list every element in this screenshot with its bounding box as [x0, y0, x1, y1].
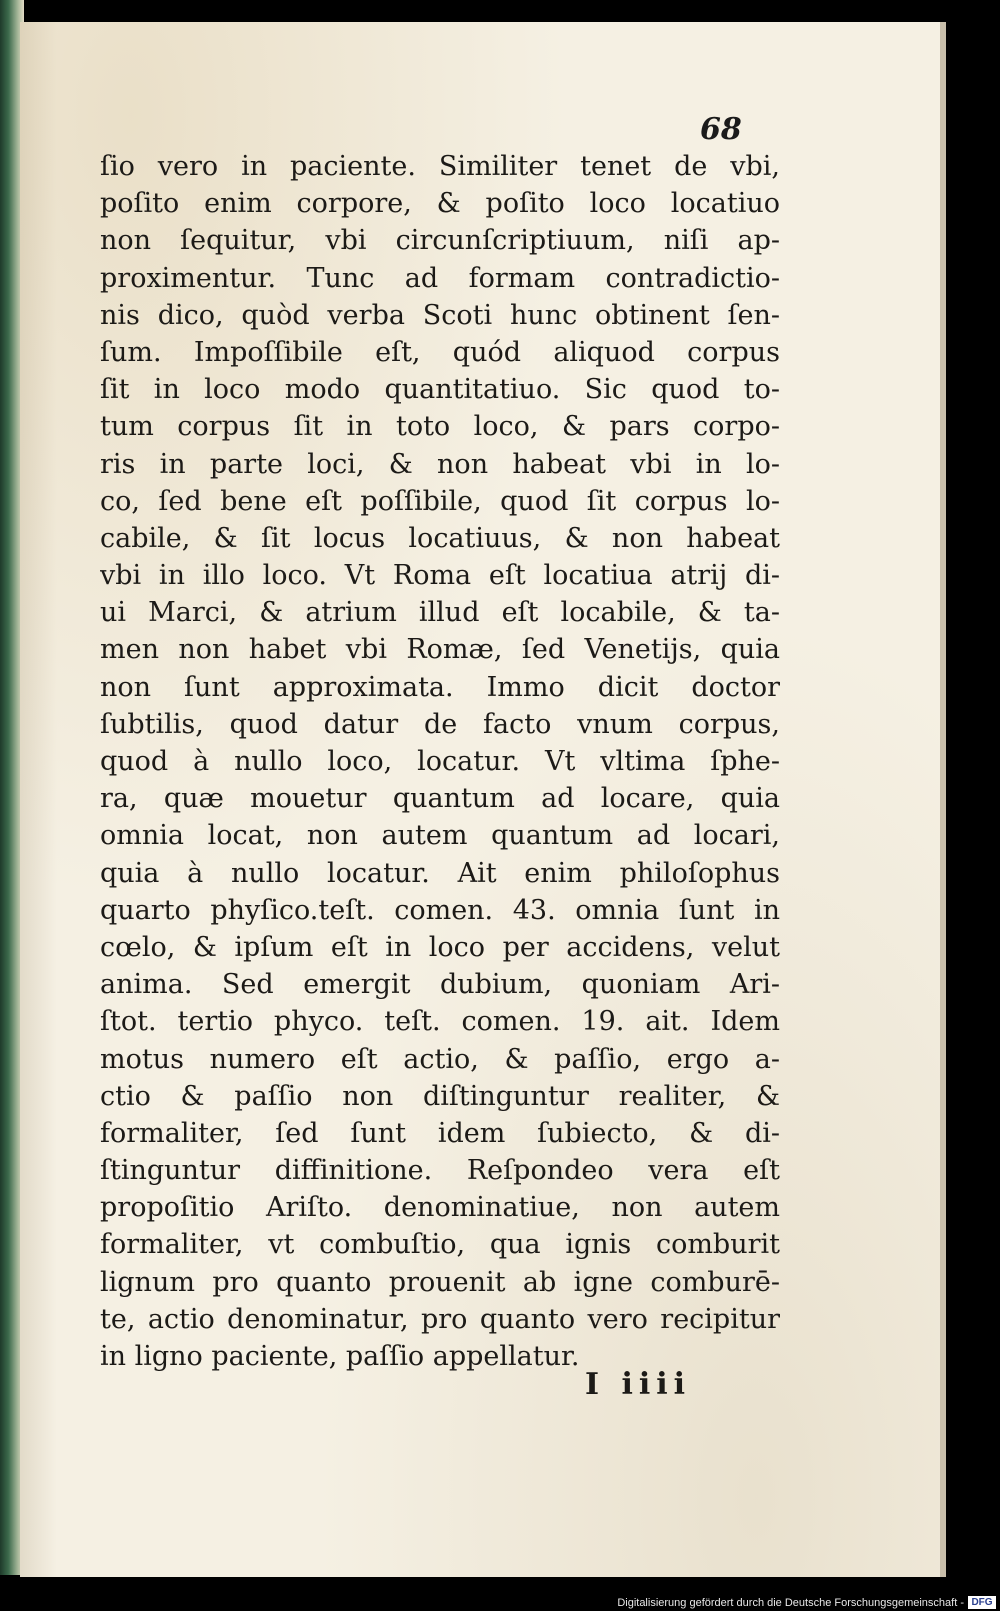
text-line: ſtinguntur diffinitione. Reſpondeo vera eſt [100, 1155, 780, 1187]
text-line: propoſitio Ariſto. denominatiue, non autem [100, 1192, 780, 1224]
text-line: ctio & paſſio non diſtinguntur realiter, & [100, 1080, 780, 1112]
text-line: vbi in illo loco. Vt Roma eſt locatiua atrij di- [100, 560, 780, 592]
text-line: men non habet vbi Romæ, ſed Venetijs, quia [100, 634, 780, 666]
text-line: formaliter, vt combuſtio, qua ignis comburit [100, 1229, 780, 1261]
text-line: ſit in loco modo quantitatiuo. Sic quod to- [100, 374, 780, 406]
text-line: non ſequitur, vbi circunſcriptiuum, niſi ap- [100, 225, 780, 257]
book-page [20, 22, 946, 1577]
text-line: quia à nullo locatur. Ait enim philoſophus [100, 857, 780, 889]
text-line: ſubtilis, quod datur de facto vnum corpus, [100, 708, 780, 740]
dfg-logo: DFG [968, 1596, 996, 1609]
text-line: formaliter, ſed ſunt idem ſubiecto, & di- [100, 1117, 780, 1149]
text-line: quod à nullo loco, locatur. Vt vltima ſphe- [100, 746, 780, 777]
text-line: co, ſed bene eſt poſſibile, quod ſit corpus lo- [100, 485, 780, 517]
text-line: non ſunt approximata. Immo dicit doctor [100, 671, 780, 703]
text-line: anima. Sed emergit dubium, quoniam Ari- [100, 969, 780, 1001]
text-line: proximentur. Tunc ad formam contradictio- [100, 262, 780, 294]
text-line: ſio vero in paciente. Similiter tenet de vbi, [100, 151, 780, 182]
text-line: ſtot. tertio phyco. teſt. comen. 19. ait. Idem [100, 1006, 780, 1038]
text-line: ris in parte loci, & non habeat vbi in lo- [100, 448, 780, 480]
page-number: 68 [700, 112, 742, 147]
text-line: ſum. Impoſſibile eſt, quód aliquod corpus [100, 336, 780, 368]
text-line: ra, quæ mouetur quantum ad locare, quia [100, 783, 780, 815]
text-line: motus numero eſt actio, & paſſio, ergo a- [100, 1043, 780, 1075]
text-line: quarto phyſico.teſt. comen. 43. omnia ſunt in [100, 894, 780, 926]
digitization-credit: Digitalisierung gefördert durch die Deutsche Forschungsgemeinschaft - [617, 1597, 964, 1609]
signature-mark: I iiii [585, 1367, 692, 1402]
text-line: tum corpus ſit in toto loco, & pars corpo- [100, 411, 780, 443]
text-line: ui Marci, & atrium illud eſt locabile, & ta- [100, 597, 780, 629]
text-line: cœlo, & ipſum eſt in loco per accidens, velut [100, 931, 780, 963]
text-line: in ligno paciente, paſſio appellatur. [100, 1341, 580, 1372]
body-text [100, 148, 780, 1375]
text-line: cabile, & ſit locus locatiuus, & non habeat [100, 522, 780, 554]
text-line: nis dico, quòd verba Scoti hunc obtinent ſen- [100, 299, 780, 331]
text-line: lignum pro quanto prouenit ab igne comburē- [100, 1266, 780, 1298]
text-line: omnia locat, non autem quantum ad locari, [100, 820, 780, 852]
text-line: te, actio denominatur, pro quanto vero recipitur [100, 1303, 780, 1335]
text-line: poſito enim corpore, & poſito loco locatiuo [100, 188, 780, 220]
